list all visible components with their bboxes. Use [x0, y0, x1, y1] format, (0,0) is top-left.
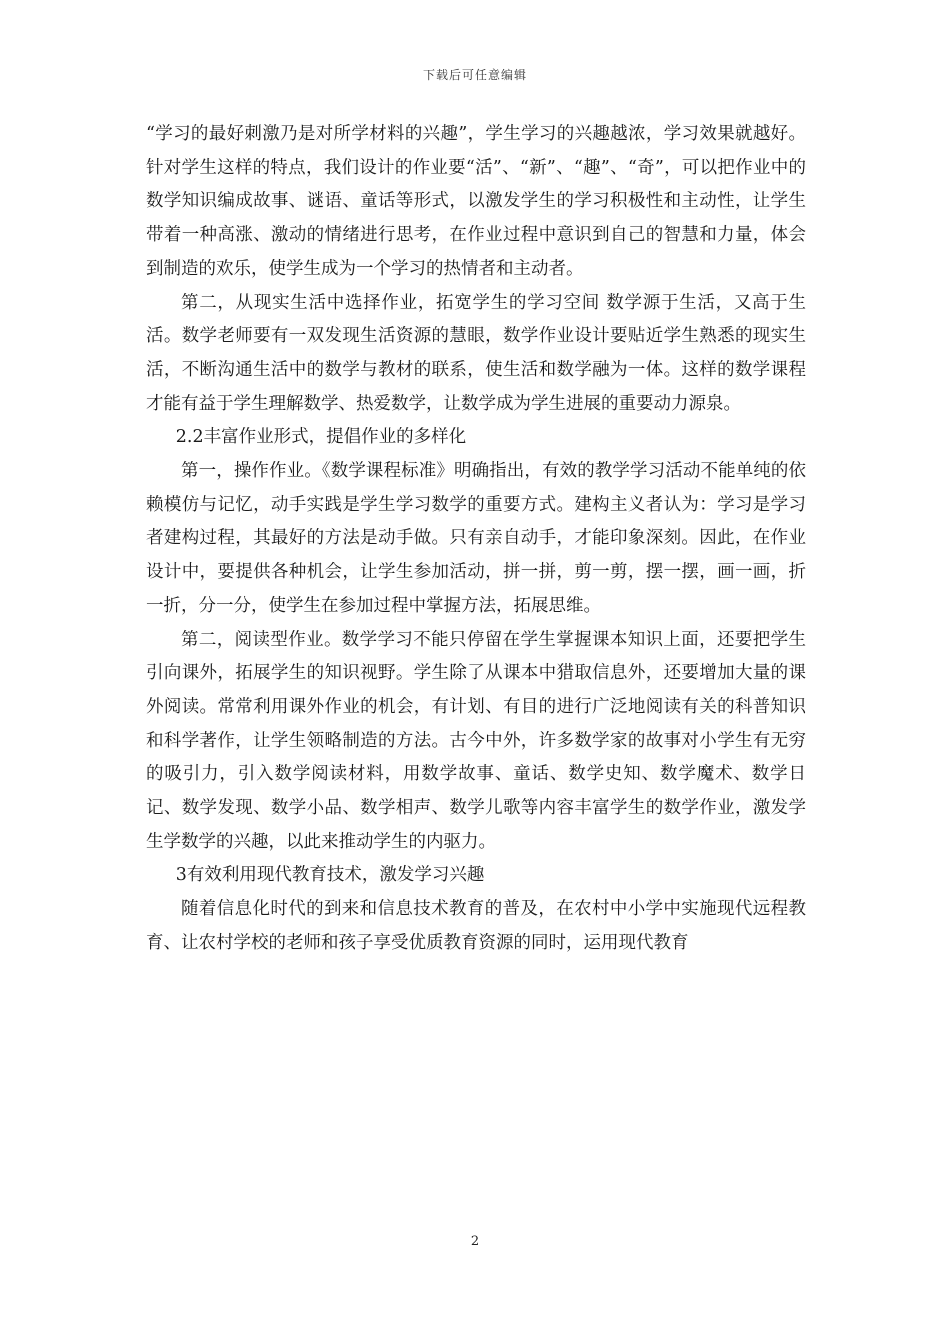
- document-body: [146, 118, 806, 961]
- page-header: 下载后可任意编辑: [422, 68, 527, 82]
- paragraph-reading-homework: 第二，阅读型作业。数学学习不能只停留在学生掌握课本知识上面，还要把学生引向课外，拓展学生的知识视野。学生除了从课本中猎取信息外，还要增加大量的课外阅读。常常利用课外作业的机会，有计划、有目的进行广泛地阅读有关的科普知识和科学著作，让学生领略制造的方法。古今中外，许多数学家的故事对小学生有无穷的吸引力，引入数学阅读材料，用数学故事、童话、数学史知、数学魔术、数学日记、数学发现、数学小品、数学相声、数学儿歌等内容丰富学生的数学作业，激发学生学数学的兴趣，以此来推动学生的内驱力。: [146, 629, 806, 852]
- paragraph-operation-homework: 第一，操作作业。《数学课程标准》明确指出，有效的教学学习活动不能单纯的依赖模仿与记忆，动手实践是学生学习数学的重要方式。建构主义者认为：学习是学习者建构过程，其最好的方法是动手做。只有亲自动手，才能印象深刻。因此，在作业设计中，要提供各种机会，让学生参加活动，拼一拼，剪一剪，摆一摆，画一画，折一折，分一分，使学生在参加过程中掌握方法，拓展思维。: [146, 461, 806, 616]
- paragraph-real-life: 第二，从现实生活中选择作业，拓宽学生的学习空间 数学源于生活，又高于生活。数学老师要有一双发现生活资源的慧眼，数学作业设计要贴近学生熟悉的现实生活，不断沟通生活中的数学与教材的联系，使生活和数学融为一体。这样的数学课程才能有益于学生理解数学、热爱数学，让数学成为学生进展的重要动力源泉。: [146, 292, 806, 414]
- paragraph-modern-technology: 随着信息化时代的到来和信息技术教育的普及，在农村中小学中实施现代远程教育、让农村学校的老师和孩子享受优质教育资源的同时，运用现代教育: [146, 899, 806, 953]
- section-heading-3: 3有效利用现代教育技术，激发学习兴趣: [175, 865, 485, 886]
- paragraph-interest: “学习的最好刺激乃是对所学材料的兴趣”，学生学习的兴趣越浓，学习效果就越好。针对学生这样的特点，我们设计的作业要“活”、“新”、“趣”、“奇”，可以把作业中的数学知识编成故事、谜语、童话等形式，以激发学生的学习积极性和主动性，让学生带着一种高涨、激动的情绪进行思考，在作业过程中意识到自己的智慧和力量，体会到制造的欢乐，使学生成为一个学习的热情者和主动者。: [146, 124, 806, 279]
- page-number: 2: [470, 1234, 480, 1249]
- section-heading-2-2: 2.2丰富作业形式，提倡作业的多样化: [175, 427, 467, 448]
